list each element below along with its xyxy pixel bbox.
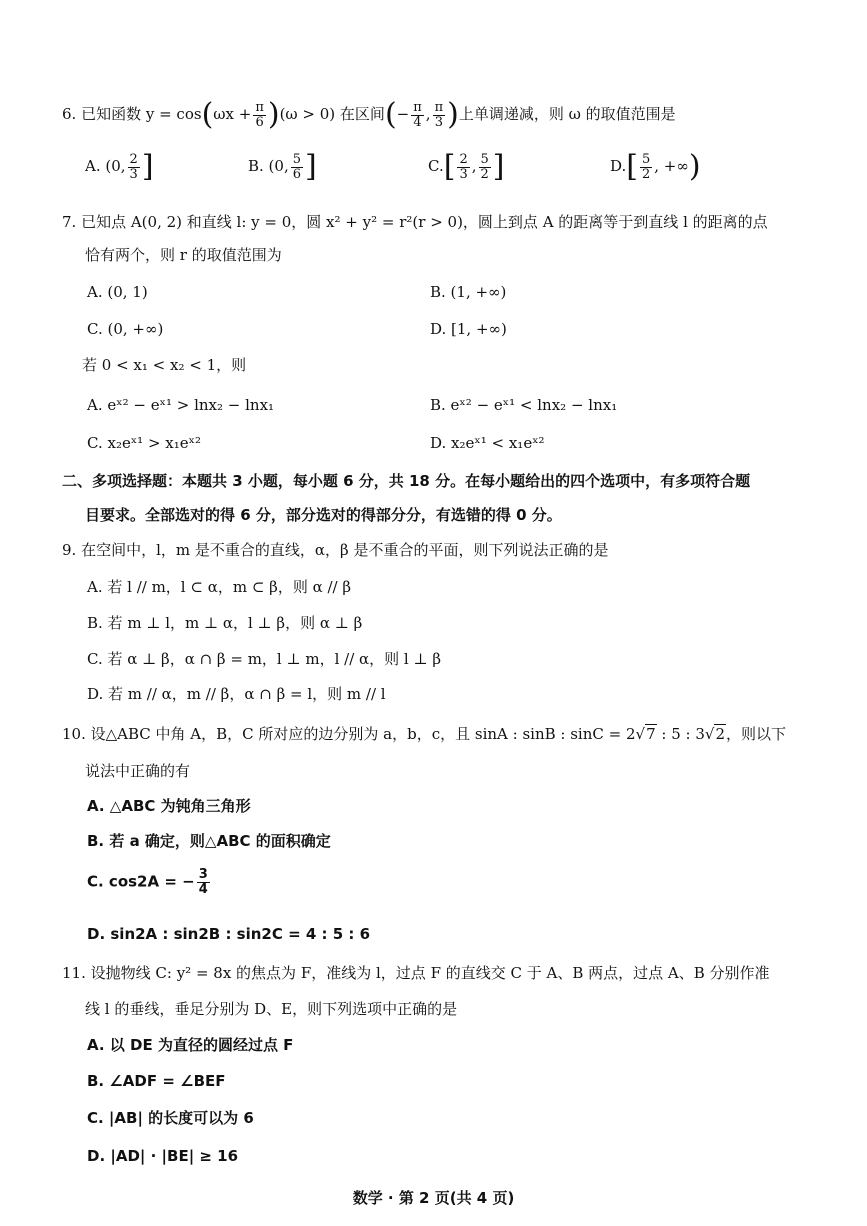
q9-stem: 9. 在空间中，l，m 是不重合的直线，α，β 是不重合的平面，则下列说法正确的是 bbox=[62, 541, 609, 559]
q10-stem-line2: 说法中正确的有 bbox=[85, 762, 191, 780]
q10-stem-line1: 10. 设△ABC 中角 A，B，C 所对应的边分别为 a，b，c，且 sinA : sinB : sinC = 2√7 : 5 : 3√2，则以下 bbox=[62, 725, 787, 743]
q8-option-b: B. eˣ² − eˣ¹ < lnx₂ − lnx₁ bbox=[430, 396, 618, 414]
q7-option-c: C. (0, +∞) bbox=[87, 320, 164, 338]
q6-stem: 6. 已知函数 y = cos(ωx + $\frac{\pi}{6}$ )(ω > 0) 在区间(− $\frac{\pi}{4}$ , $\frac{\pi}{3}$ )上单调递减，则 ω 的取值范围是 bbox=[62, 97, 676, 132]
q11-option-a: A. 以 DE 为直径的圆经过点 F bbox=[87, 1036, 294, 1054]
q10-option-c: C. cos2A = − $\frac{3}{4}$ bbox=[87, 867, 208, 897]
q7-option-d: D. [1, +∞) bbox=[430, 320, 507, 338]
q9-option-a: A. 若 l // m，l ⊂ α，m ⊂ β，则 α // β bbox=[87, 578, 352, 596]
q9-option-d: D. 若 m // α，m // β，α ∩ β = l，则 m // l bbox=[87, 685, 386, 703]
pi-over-6: $\frac{\pi}{6}$ bbox=[255, 99, 264, 130]
q10-option-d: D. sin2A : sin2B : sin2C = 4 : 5 : 6 bbox=[87, 925, 371, 943]
q7-option-a: A. (0, 1) bbox=[87, 283, 148, 301]
q9-option-b: B. 若 m ⊥ l，m ⊥ α，l ⊥ β，则 α ⊥ β bbox=[87, 614, 363, 632]
q6-option-b: B. (0, $\frac{5}{6}$ ] bbox=[248, 149, 317, 184]
q7-stem-line2: 恰有两个，则 r 的取值范围为 bbox=[85, 246, 282, 264]
pi-over-4: $\frac{\pi}{4}$ bbox=[413, 99, 422, 130]
page-footer: 数学 · 第 2 页(共 4 页) bbox=[352, 1189, 515, 1207]
q11-option-d: D. |AD| · |BE| ≥ 16 bbox=[87, 1147, 239, 1165]
q11-option-b: B. ∠ADF = ∠BEF bbox=[87, 1072, 226, 1090]
q7-stem-line1: 7. 已知点 A(0, 2) 和直线 l: y = 0，圆 x² + y² = r²(r > 0)，圆上到点 A 的距离等于到直线 l 的距离的点 bbox=[62, 213, 768, 231]
q11-stem-line2: 线 l 的垂线，垂足分别为 D、E，则下列选项中正确的是 bbox=[85, 1000, 458, 1018]
q8-option-c: C. x₂eˣ¹ > x₁eˣ² bbox=[87, 434, 202, 452]
q9-option-c: C. 若 α ⊥ β，α ∩ β = m，l ⊥ m，l // α，则 l ⊥ β bbox=[87, 650, 442, 668]
q8-stem: 若 0 < x₁ < x₂ < 1，则 bbox=[82, 356, 247, 374]
q6-option-c: C.[ $\frac{2}{3}$ , $\frac{5}{2}$ ] bbox=[428, 149, 505, 184]
q10-option-a: A. △ABC 为钝角三角形 bbox=[87, 797, 251, 815]
q10-option-b: B. 若 a 确定，则△ABC 的面积确定 bbox=[87, 832, 331, 850]
q11-option-c: C. |AB| 的长度可以为 6 bbox=[87, 1109, 254, 1127]
section2-heading-line2: 目要求。全部选对的得 6 分，部分选对的得部分分，有选错的得 0 分。 bbox=[85, 506, 562, 524]
q7-option-b: B. (1, +∞) bbox=[430, 283, 507, 301]
q8-option-a: A. eˣ² − eˣ¹ > lnx₂ − lnx₁ bbox=[87, 396, 275, 414]
section2-heading-line1: 二、多项选择题：本题共 3 小题，每小题 6 分，共 18 分。在每小题给出的四个选项中，有多项符合题 bbox=[62, 472, 751, 490]
q6-option-d: D.[ $\frac{5}{2}$ , +∞) bbox=[610, 149, 701, 184]
q8-option-d: D. x₂eˣ¹ < x₁eˣ² bbox=[430, 434, 545, 452]
q6-option-a: A. (0, $\frac{2}{3}$ ] bbox=[85, 149, 154, 184]
pi-over-3: $\frac{\pi}{3}$ bbox=[434, 99, 444, 130]
q11-stem-line1: 11. 设抛物线 C: y² = 8x 的焦点为 F，准线为 l，过点 F 的直线交 C 于 A、B 两点，过点 A、B 分别作准 bbox=[62, 964, 770, 982]
